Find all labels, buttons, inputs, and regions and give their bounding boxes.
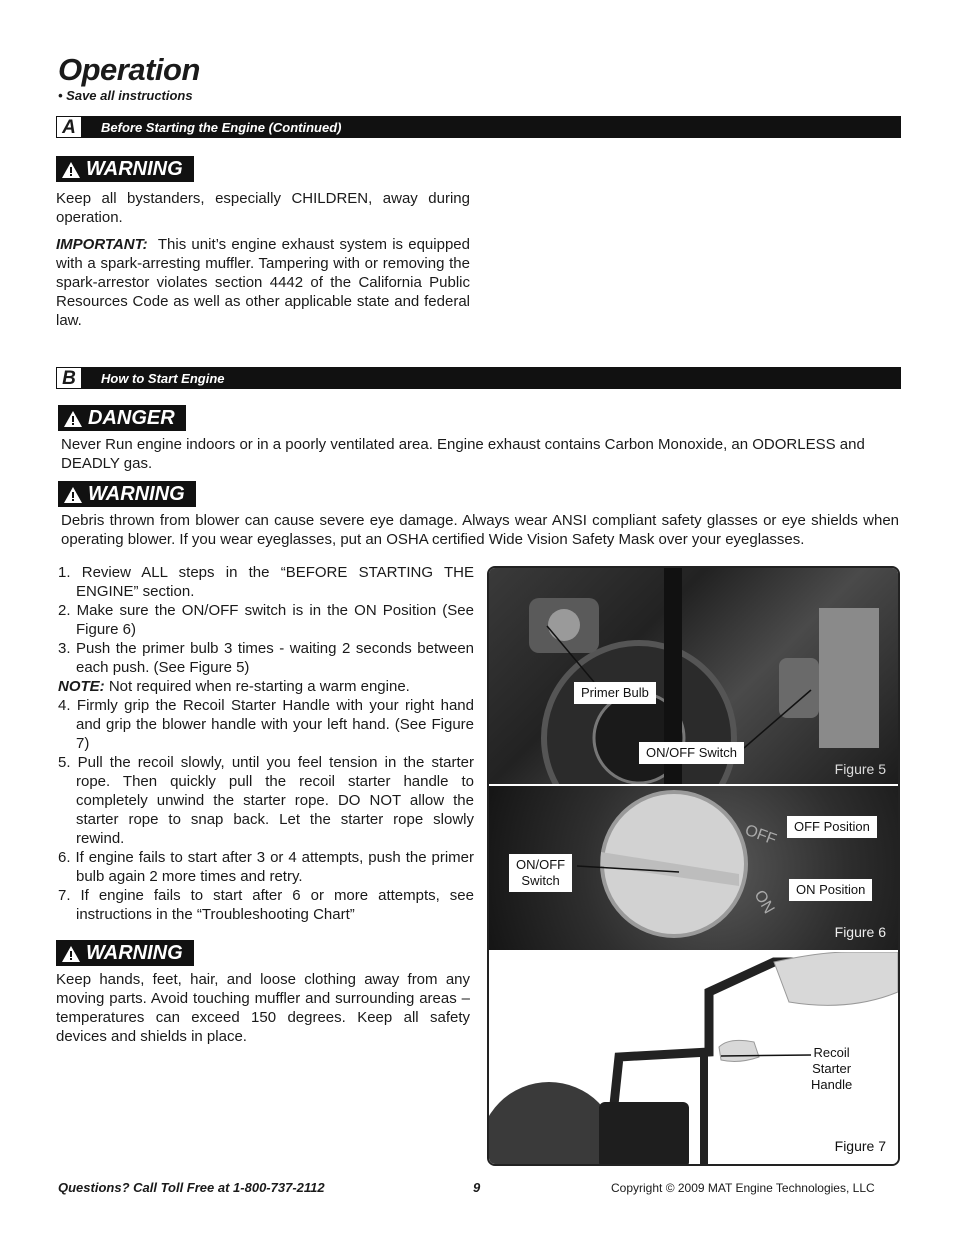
footer-copyright: Copyright © 2009 MAT Engine Technologies, LLC bbox=[611, 1181, 875, 1195]
list-item: 4. Firmly grip the Recoil Starter Handle with your right hand and grip the blower handle with your left hand. (See Figure 7) bbox=[58, 697, 474, 752]
important-paragraph bbox=[56, 235, 470, 330]
label-on-position: ON Position bbox=[789, 879, 872, 901]
section-b-title: How to Start Engine bbox=[101, 371, 225, 386]
section-a-header bbox=[56, 116, 901, 138]
label-line: Handle bbox=[811, 1077, 853, 1092]
page-number: 9 bbox=[473, 1180, 481, 1195]
section-a-title: Before Starting the Engine (Continued) bbox=[101, 120, 342, 135]
warning-badge-b2 bbox=[56, 940, 194, 966]
warning-triangle-icon bbox=[62, 946, 80, 962]
warning-text-a: Keep all bystanders, especially CHILDREN, away during operation. bbox=[56, 190, 470, 226]
page-subtitle: • Save all instructions bbox=[58, 88, 193, 103]
warning-label-b2: WARNING bbox=[86, 942, 183, 964]
important-label: IMPORTANT: bbox=[56, 236, 148, 253]
warning-label-a: WARNING bbox=[86, 158, 183, 180]
svg-text:ON: ON bbox=[750, 887, 778, 917]
danger-text: Never Run engine indoors or in a poorly ventilated area. Engine exhaust contains Carbon Monoxide, an ODORLESS and DEADLY gas. bbox=[61, 436, 865, 472]
figure-5-photo bbox=[489, 568, 898, 784]
danger-badge bbox=[58, 405, 186, 431]
label-line: Switch bbox=[521, 873, 560, 888]
warning-text-b1: Debris thrown from blower can cause severe eye damage. Always wear ANSI compliant safety glasses or eye shields when operating blower. If you wear eyeglasses, put an OSHA certified Wide Vision Safety Mask over your eyeglasses. bbox=[61, 512, 899, 548]
note-text: Not required when re-starting a warm engine. bbox=[108, 678, 410, 695]
label-off-position: OFF Position bbox=[787, 816, 877, 838]
label-line: Starter bbox=[812, 1061, 852, 1076]
warning-badge-a bbox=[56, 156, 194, 182]
page-title: Operation bbox=[58, 52, 200, 87]
list-item: 2. Make sure the ON/OFF switch is in the ON Position (See Figure 6) bbox=[58, 602, 474, 638]
figure-6-caption: Figure 6 bbox=[834, 924, 886, 940]
list-item: 3. Push the primer bulb 3 times - waiting 2 seconds between each push. (See Figure 5) bbox=[58, 640, 474, 676]
warning-triangle-icon bbox=[62, 162, 80, 178]
danger-label: DANGER bbox=[88, 407, 175, 429]
list-item: 5. Pull the recoil slowly, until you feel tension in the starter rope. Then quickly pull the recoil starter handle to completely unwind the starter rope. DO NOT allow the starter rope to snap back. Let the starter rope slowly rewind. bbox=[58, 754, 474, 847]
footer-questions: Questions? Call Toll Free at 1-800-737-2112 bbox=[58, 1180, 325, 1195]
warning-triangle-icon bbox=[64, 487, 82, 503]
note-line bbox=[58, 677, 474, 696]
section-a-letter: A bbox=[56, 116, 82, 138]
figure-5-caption: Figure 5 bbox=[834, 761, 886, 777]
note-label: NOTE: bbox=[58, 678, 105, 695]
warning-text-b2: Keep hands, feet, hair, and loose clothing away from any moving parts. Avoid touching muffler and surrounding areas – temperatures can exceed 150 degrees. Keep all safety devices and shields in place. bbox=[56, 971, 470, 1045]
figures-panel bbox=[487, 566, 900, 1166]
label-recoil-starter-handle bbox=[804, 1042, 859, 1096]
section-b-header bbox=[56, 367, 901, 389]
important-text: This unit’s engine exhaust system is equipped with a spark-arresting muffler. Tampering with or removing the spark-arrestor violates section 4442 of the California Public Resources Code as well as other applicable state and federal law. bbox=[56, 236, 470, 329]
list-item: 1. Review ALL steps in the “BEFORE STARTING THE ENGINE” section. bbox=[58, 564, 474, 600]
section-b-letter: B bbox=[56, 367, 82, 389]
warning-triangle-icon bbox=[64, 411, 82, 427]
label-line: Recoil bbox=[813, 1045, 850, 1060]
label-primer-bulb: Primer Bulb bbox=[574, 682, 656, 704]
label-line: ON/OFF bbox=[516, 857, 566, 872]
figure-6-photo bbox=[489, 786, 898, 950]
list-item: 6. If engine fails to start after 3 or 4 attempts, push the primer bulb again 2 more times and retry. bbox=[58, 849, 474, 885]
warning-badge-b1 bbox=[58, 481, 196, 507]
svg-text:OFF: OFF bbox=[742, 821, 779, 849]
figure-7-photo bbox=[489, 952, 898, 1166]
label-onoff-switch: ON/OFF Switch bbox=[639, 742, 744, 764]
figure-7-caption: Figure 7 bbox=[834, 1138, 886, 1154]
steps-list bbox=[58, 563, 474, 924]
list-item: 7. If engine fails to start after 6 or more attempts, see instructions in the “Troubleshooting Chart” bbox=[58, 887, 474, 923]
label-onoff-switch-fig6 bbox=[509, 854, 572, 892]
warning-label-b1: WARNING bbox=[88, 483, 185, 505]
